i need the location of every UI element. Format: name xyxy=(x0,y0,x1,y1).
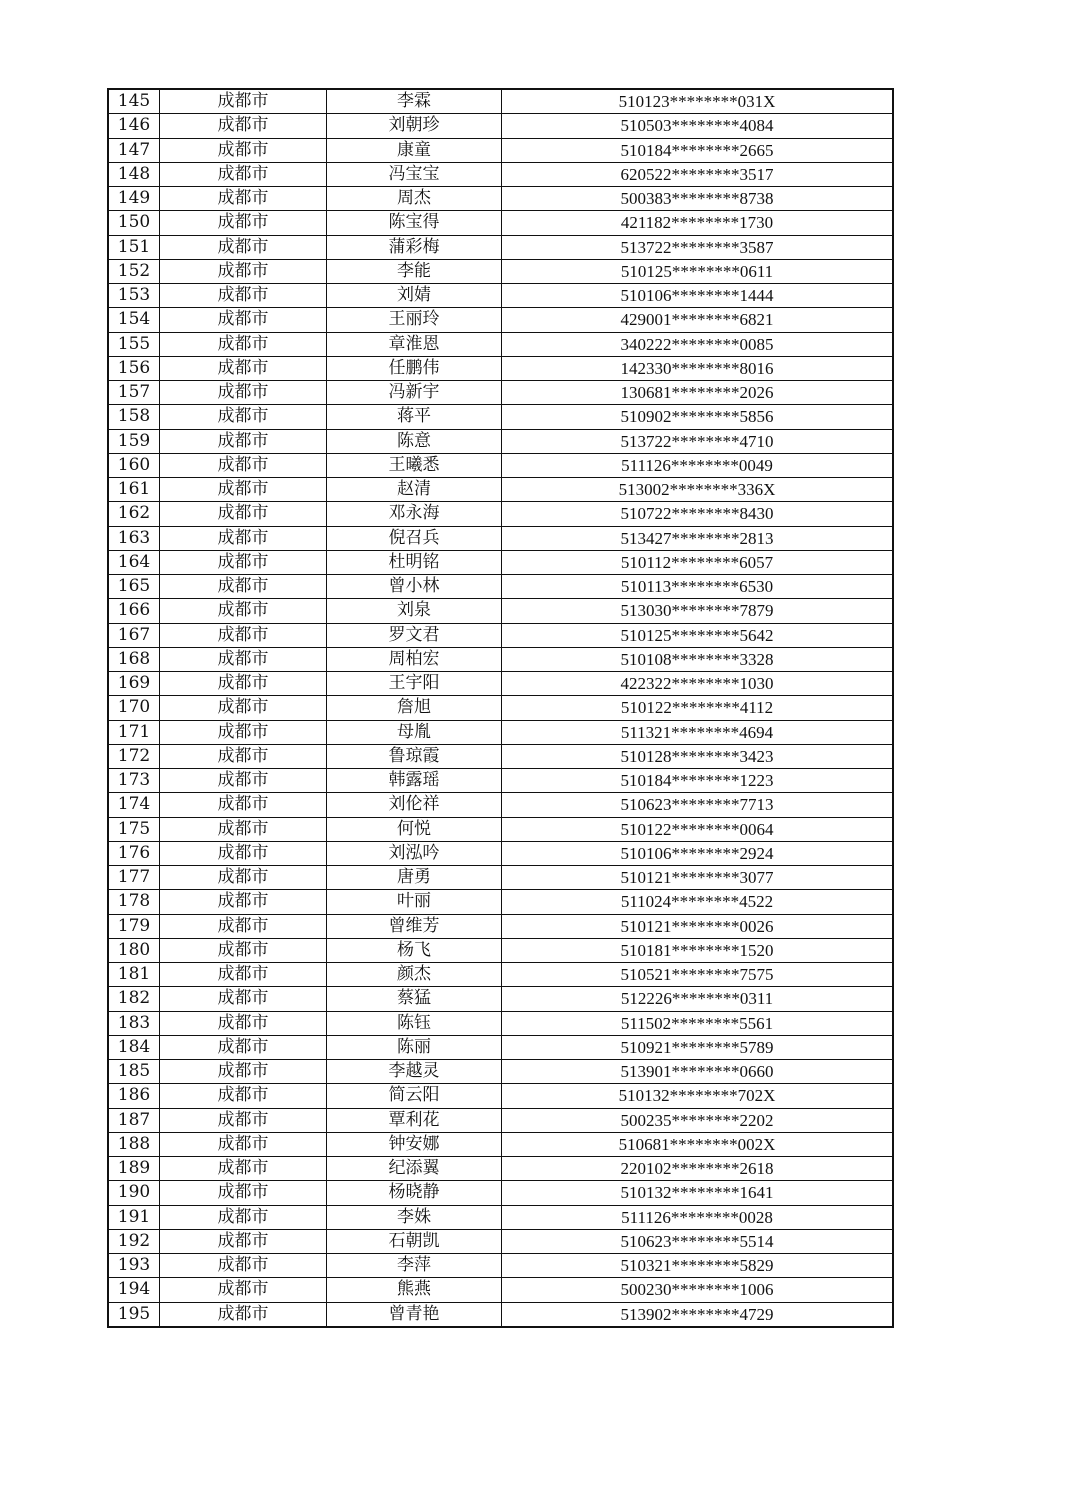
person-name-cell: 陈丽 xyxy=(327,1035,502,1059)
table-row xyxy=(108,793,893,817)
row-number-cell: 153 xyxy=(108,284,160,308)
city-cell: 成都市 xyxy=(160,647,327,671)
city-cell: 成都市 xyxy=(160,1132,327,1156)
row-number-cell: 195 xyxy=(108,1302,160,1327)
person-name-cell: 陈宝得 xyxy=(327,211,502,235)
city-cell: 成都市 xyxy=(160,187,327,211)
row-number-cell: 186 xyxy=(108,1084,160,1108)
city-cell: 成都市 xyxy=(160,356,327,380)
row-number-cell: 183 xyxy=(108,1011,160,1035)
city-cell: 成都市 xyxy=(160,114,327,138)
table-row xyxy=(108,502,893,526)
city-cell: 成都市 xyxy=(160,599,327,623)
person-name-cell: 陈钰 xyxy=(327,1011,502,1035)
row-number-cell: 185 xyxy=(108,1060,160,1084)
table-row xyxy=(108,866,893,890)
row-number-cell: 190 xyxy=(108,1181,160,1205)
person-name-cell: 冯新宇 xyxy=(327,381,502,405)
person-name-cell: 周柏宏 xyxy=(327,647,502,671)
city-cell: 成都市 xyxy=(160,162,327,186)
id-number-cell: 510108********3328 xyxy=(502,647,894,671)
id-number-cell: 510623********7713 xyxy=(502,793,894,817)
row-number-cell: 181 xyxy=(108,963,160,987)
row-number-cell: 184 xyxy=(108,1035,160,1059)
id-number-cell: 510181********1520 xyxy=(502,938,894,962)
person-name-cell: 曾小林 xyxy=(327,575,502,599)
id-number-cell: 130681********2026 xyxy=(502,381,894,405)
table-row xyxy=(108,987,893,1011)
table-row xyxy=(108,356,893,380)
table-row xyxy=(108,259,893,283)
city-cell: 成都市 xyxy=(160,1229,327,1253)
row-number-cell: 175 xyxy=(108,817,160,841)
person-name-cell: 李姝 xyxy=(327,1205,502,1229)
id-number-cell: 500230********1006 xyxy=(502,1278,894,1302)
city-cell: 成都市 xyxy=(160,381,327,405)
id-number-cell: 513427********2813 xyxy=(502,526,894,550)
city-cell: 成都市 xyxy=(160,1302,327,1327)
person-name-cell: 钟安娜 xyxy=(327,1132,502,1156)
person-name-cell: 杜明铭 xyxy=(327,550,502,574)
row-number-cell: 194 xyxy=(108,1278,160,1302)
id-number-cell: 511126********0049 xyxy=(502,453,894,477)
id-number-cell: 510112********6057 xyxy=(502,550,894,574)
table-row xyxy=(108,114,893,138)
person-name-cell: 石朝凯 xyxy=(327,1229,502,1253)
table-row xyxy=(108,672,893,696)
person-name-cell: 刘朝珍 xyxy=(327,114,502,138)
city-cell: 成都市 xyxy=(160,453,327,477)
city-cell: 成都市 xyxy=(160,696,327,720)
person-name-cell: 赵清 xyxy=(327,478,502,502)
table-row xyxy=(108,963,893,987)
table-row xyxy=(108,817,893,841)
table-row xyxy=(108,478,893,502)
id-number-cell: 513722********3587 xyxy=(502,235,894,259)
table-row xyxy=(108,550,893,574)
person-name-cell: 覃利花 xyxy=(327,1108,502,1132)
row-number-cell: 178 xyxy=(108,890,160,914)
row-number-cell: 149 xyxy=(108,187,160,211)
person-name-cell: 罗文君 xyxy=(327,623,502,647)
person-name-cell: 杨晓静 xyxy=(327,1181,502,1205)
table-row xyxy=(108,308,893,332)
person-name-cell: 章淮恩 xyxy=(327,332,502,356)
city-cell: 成都市 xyxy=(160,1181,327,1205)
city-cell: 成都市 xyxy=(160,866,327,890)
table-row xyxy=(108,914,893,938)
row-number-cell: 166 xyxy=(108,599,160,623)
city-cell: 成都市 xyxy=(160,1157,327,1181)
row-number-cell: 182 xyxy=(108,987,160,1011)
row-number-cell: 157 xyxy=(108,381,160,405)
id-number-cell: 511502********5561 xyxy=(502,1011,894,1035)
city-cell: 成都市 xyxy=(160,405,327,429)
table-row xyxy=(108,1302,893,1327)
city-cell: 成都市 xyxy=(160,429,327,453)
person-name-cell: 刘泉 xyxy=(327,599,502,623)
row-number-cell: 160 xyxy=(108,453,160,477)
id-number-cell: 429001********6821 xyxy=(502,308,894,332)
table-row xyxy=(108,453,893,477)
person-name-cell: 任鹏伟 xyxy=(327,356,502,380)
person-name-cell: 韩露瑶 xyxy=(327,769,502,793)
person-name-cell: 陈意 xyxy=(327,429,502,453)
person-name-cell: 康童 xyxy=(327,138,502,162)
row-number-cell: 180 xyxy=(108,938,160,962)
row-number-cell: 172 xyxy=(108,744,160,768)
table-row xyxy=(108,599,893,623)
row-number-cell: 179 xyxy=(108,914,160,938)
city-cell: 成都市 xyxy=(160,259,327,283)
city-cell: 成都市 xyxy=(160,550,327,574)
table-row xyxy=(108,381,893,405)
city-cell: 成都市 xyxy=(160,1084,327,1108)
city-cell: 成都市 xyxy=(160,332,327,356)
id-number-cell: 510132********1641 xyxy=(502,1181,894,1205)
city-cell: 成都市 xyxy=(160,1108,327,1132)
table-row xyxy=(108,890,893,914)
table-row xyxy=(108,1035,893,1059)
person-name-cell: 唐勇 xyxy=(327,866,502,890)
id-number-cell: 510123********031X xyxy=(502,89,894,114)
table-row xyxy=(108,89,893,114)
table-row xyxy=(108,1181,893,1205)
row-number-cell: 156 xyxy=(108,356,160,380)
person-name-cell: 李萍 xyxy=(327,1254,502,1278)
table-row xyxy=(108,211,893,235)
id-number-cell: 510184********2665 xyxy=(502,138,894,162)
id-number-cell: 500235********2202 xyxy=(502,1108,894,1132)
row-number-cell: 164 xyxy=(108,550,160,574)
id-number-cell: 511126********0028 xyxy=(502,1205,894,1229)
city-cell: 成都市 xyxy=(160,138,327,162)
row-number-cell: 173 xyxy=(108,769,160,793)
id-number-cell: 510106********1444 xyxy=(502,284,894,308)
city-cell: 成都市 xyxy=(160,89,327,114)
row-number-cell: 192 xyxy=(108,1229,160,1253)
person-name-cell: 曾青艳 xyxy=(327,1302,502,1327)
city-cell: 成都市 xyxy=(160,1205,327,1229)
table-row xyxy=(108,1229,893,1253)
table-row xyxy=(108,1011,893,1035)
person-name-cell: 蔡猛 xyxy=(327,987,502,1011)
table-row xyxy=(108,138,893,162)
table-row xyxy=(108,526,893,550)
table-row xyxy=(108,1157,893,1181)
row-number-cell: 168 xyxy=(108,647,160,671)
row-number-cell: 191 xyxy=(108,1205,160,1229)
table-row xyxy=(108,1108,893,1132)
city-cell: 成都市 xyxy=(160,890,327,914)
person-name-cell: 王丽玲 xyxy=(327,308,502,332)
id-number-cell: 510125********5642 xyxy=(502,623,894,647)
row-number-cell: 176 xyxy=(108,841,160,865)
city-cell: 成都市 xyxy=(160,1278,327,1302)
city-cell: 成都市 xyxy=(160,720,327,744)
id-number-cell: 500383********8738 xyxy=(502,187,894,211)
row-number-cell: 150 xyxy=(108,211,160,235)
table-row xyxy=(108,938,893,962)
id-number-cell: 510902********5856 xyxy=(502,405,894,429)
row-number-cell: 161 xyxy=(108,478,160,502)
id-number-cell: 513901********0660 xyxy=(502,1060,894,1084)
person-name-cell: 母胤 xyxy=(327,720,502,744)
city-cell: 成都市 xyxy=(160,284,327,308)
person-name-cell: 王宇阳 xyxy=(327,672,502,696)
id-number-cell: 421182********1730 xyxy=(502,211,894,235)
id-number-cell: 510121********0026 xyxy=(502,914,894,938)
row-number-cell: 162 xyxy=(108,502,160,526)
roster-table-body xyxy=(108,89,893,1327)
id-number-cell: 142330********8016 xyxy=(502,356,894,380)
row-number-cell: 152 xyxy=(108,259,160,283)
id-number-cell: 510521********7575 xyxy=(502,963,894,987)
id-number-cell: 510125********0611 xyxy=(502,259,894,283)
city-cell: 成都市 xyxy=(160,987,327,1011)
id-number-cell: 513902********4729 xyxy=(502,1302,894,1327)
person-name-cell: 李越灵 xyxy=(327,1060,502,1084)
id-number-cell: 510106********2924 xyxy=(502,841,894,865)
row-number-cell: 154 xyxy=(108,308,160,332)
id-number-cell: 510722********8430 xyxy=(502,502,894,526)
table-row xyxy=(108,720,893,744)
table-row xyxy=(108,1132,893,1156)
person-name-cell: 王曦悉 xyxy=(327,453,502,477)
city-cell: 成都市 xyxy=(160,1254,327,1278)
city-cell: 成都市 xyxy=(160,575,327,599)
table-row xyxy=(108,284,893,308)
city-cell: 成都市 xyxy=(160,914,327,938)
id-number-cell: 510113********6530 xyxy=(502,575,894,599)
city-cell: 成都市 xyxy=(160,308,327,332)
id-number-cell: 511321********4694 xyxy=(502,720,894,744)
person-name-cell: 邓永海 xyxy=(327,502,502,526)
table-row xyxy=(108,647,893,671)
person-name-cell: 叶丽 xyxy=(327,890,502,914)
id-number-cell: 422322********1030 xyxy=(502,672,894,696)
person-name-cell: 简云阳 xyxy=(327,1084,502,1108)
person-name-cell: 曾维芳 xyxy=(327,914,502,938)
row-number-cell: 167 xyxy=(108,623,160,647)
id-number-cell: 512226********0311 xyxy=(502,987,894,1011)
row-number-cell: 155 xyxy=(108,332,160,356)
city-cell: 成都市 xyxy=(160,963,327,987)
row-number-cell: 147 xyxy=(108,138,160,162)
person-name-cell: 蒲彩梅 xyxy=(327,235,502,259)
row-number-cell: 146 xyxy=(108,114,160,138)
id-number-cell: 510681********002X xyxy=(502,1132,894,1156)
table-row xyxy=(108,187,893,211)
row-number-cell: 159 xyxy=(108,429,160,453)
row-number-cell: 170 xyxy=(108,696,160,720)
roster-table xyxy=(107,88,894,1328)
row-number-cell: 165 xyxy=(108,575,160,599)
id-number-cell: 620522********3517 xyxy=(502,162,894,186)
table-row xyxy=(108,235,893,259)
city-cell: 成都市 xyxy=(160,1011,327,1035)
row-number-cell: 163 xyxy=(108,526,160,550)
table-row xyxy=(108,841,893,865)
table-row xyxy=(108,696,893,720)
person-name-cell: 詹旭 xyxy=(327,696,502,720)
person-name-cell: 颜杰 xyxy=(327,963,502,987)
table-row xyxy=(108,769,893,793)
city-cell: 成都市 xyxy=(160,938,327,962)
city-cell: 成都市 xyxy=(160,1035,327,1059)
person-name-cell: 李霖 xyxy=(327,89,502,114)
id-number-cell: 513030********7879 xyxy=(502,599,894,623)
row-number-cell: 193 xyxy=(108,1254,160,1278)
id-number-cell: 510132********702X xyxy=(502,1084,894,1108)
person-name-cell: 蒋平 xyxy=(327,405,502,429)
row-number-cell: 145 xyxy=(108,89,160,114)
person-name-cell: 倪召兵 xyxy=(327,526,502,550)
row-number-cell: 148 xyxy=(108,162,160,186)
id-number-cell: 510623********5514 xyxy=(502,1229,894,1253)
person-name-cell: 周杰 xyxy=(327,187,502,211)
person-name-cell: 刘伦祥 xyxy=(327,793,502,817)
id-number-cell: 510128********3423 xyxy=(502,744,894,768)
city-cell: 成都市 xyxy=(160,744,327,768)
person-name-cell: 杨飞 xyxy=(327,938,502,962)
city-cell: 成都市 xyxy=(160,841,327,865)
id-number-cell: 510184********1223 xyxy=(502,769,894,793)
person-name-cell: 何悦 xyxy=(327,817,502,841)
table-row xyxy=(108,1278,893,1302)
table-row xyxy=(108,1254,893,1278)
row-number-cell: 188 xyxy=(108,1132,160,1156)
table-row xyxy=(108,1084,893,1108)
city-cell: 成都市 xyxy=(160,526,327,550)
id-number-cell: 340222********0085 xyxy=(502,332,894,356)
row-number-cell: 177 xyxy=(108,866,160,890)
row-number-cell: 171 xyxy=(108,720,160,744)
table-row xyxy=(108,429,893,453)
city-cell: 成都市 xyxy=(160,211,327,235)
city-cell: 成都市 xyxy=(160,502,327,526)
person-name-cell: 熊燕 xyxy=(327,1278,502,1302)
table-row xyxy=(108,744,893,768)
city-cell: 成都市 xyxy=(160,793,327,817)
table-row xyxy=(108,162,893,186)
id-number-cell: 220102********2618 xyxy=(502,1157,894,1181)
id-number-cell: 510122********4112 xyxy=(502,696,894,720)
id-number-cell: 510121********3077 xyxy=(502,866,894,890)
city-cell: 成都市 xyxy=(160,672,327,696)
person-name-cell: 刘婧 xyxy=(327,284,502,308)
person-name-cell: 刘泓吟 xyxy=(327,841,502,865)
row-number-cell: 189 xyxy=(108,1157,160,1181)
city-cell: 成都市 xyxy=(160,817,327,841)
person-name-cell: 鲁琼霞 xyxy=(327,744,502,768)
table-row xyxy=(108,405,893,429)
id-number-cell: 513722********4710 xyxy=(502,429,894,453)
id-number-cell: 513002********336X xyxy=(502,478,894,502)
city-cell: 成都市 xyxy=(160,1060,327,1084)
id-number-cell: 510921********5789 xyxy=(502,1035,894,1059)
row-number-cell: 169 xyxy=(108,672,160,696)
row-number-cell: 174 xyxy=(108,793,160,817)
id-number-cell: 511024********4522 xyxy=(502,890,894,914)
id-number-cell: 510122********0064 xyxy=(502,817,894,841)
table-row xyxy=(108,332,893,356)
person-name-cell: 李能 xyxy=(327,259,502,283)
row-number-cell: 158 xyxy=(108,405,160,429)
person-name-cell: 冯宝宝 xyxy=(327,162,502,186)
city-cell: 成都市 xyxy=(160,769,327,793)
person-name-cell: 纪添翼 xyxy=(327,1157,502,1181)
id-number-cell: 510503********4084 xyxy=(502,114,894,138)
row-number-cell: 151 xyxy=(108,235,160,259)
id-number-cell: 510321********5829 xyxy=(502,1254,894,1278)
table-row xyxy=(108,1205,893,1229)
city-cell: 成都市 xyxy=(160,623,327,647)
table-row xyxy=(108,1060,893,1084)
table-row xyxy=(108,575,893,599)
row-number-cell: 187 xyxy=(108,1108,160,1132)
city-cell: 成都市 xyxy=(160,235,327,259)
city-cell: 成都市 xyxy=(160,478,327,502)
table-row xyxy=(108,623,893,647)
